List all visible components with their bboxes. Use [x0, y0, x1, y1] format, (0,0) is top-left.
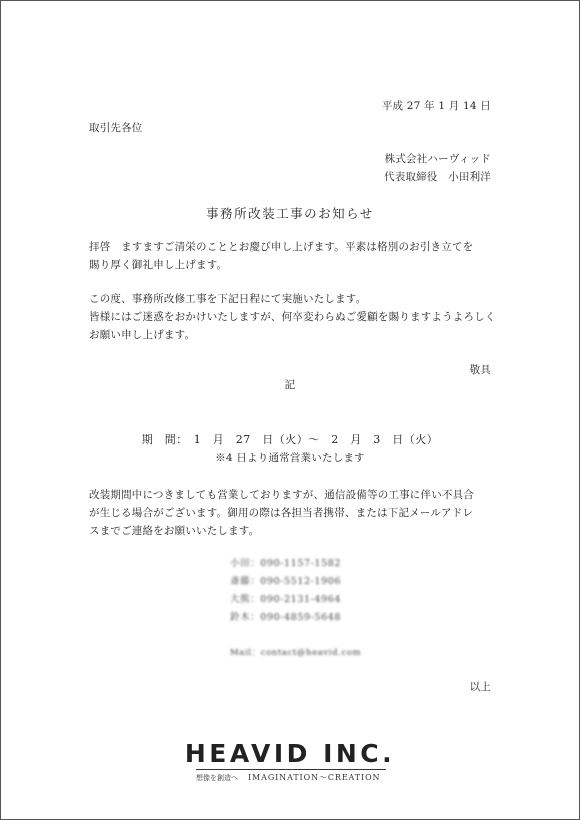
company-name: 株式会社ハーヴィッド: [384, 153, 491, 165]
contact-phone: 鈴木：090-4859-5648: [230, 612, 342, 623]
notice-line: お願い申し上げます。: [89, 329, 196, 341]
construction-period: 期 間： 1 月 27 日（火）～ 2 月 3 日（火）: [141, 433, 439, 446]
company-logo: HEAVID INC.: [184, 739, 396, 768]
contact-phone: 大熊：090-2131-4964: [230, 594, 342, 605]
logo-tagline-en: IMAGINATION～CREATION: [248, 773, 381, 782]
logo-tagline-jp: 想像を創造へ: [196, 774, 238, 782]
detail-line: が生じる場合がございます。御用の際は各担当者携帯、または下記メールアドレ: [89, 507, 474, 519]
contact-mail: Mail：contact@heavid.com: [230, 648, 362, 658]
closing-word: 敬具: [469, 364, 491, 376]
contact-phone: 小田：090-1157-1582: [230, 558, 342, 569]
representative: 代表取締役 小田利洋: [384, 171, 491, 183]
ki-mark: 記: [284, 379, 296, 391]
end-word: 以上: [469, 681, 491, 693]
detail-line: 改装期間中につきましても営業しておりますが、通信設備等の工事に伴い不具合: [89, 489, 474, 501]
detail-line: スまでご連絡をお願いいたします。: [89, 525, 260, 537]
notice-line: この度、事務所改修工事を下記日程にて実施いたします。: [89, 293, 367, 305]
greeting-line: 賜り厚く御礼申し上げます。: [89, 259, 228, 271]
letter-date: 平成 27 年 1 月 14 日: [381, 100, 491, 112]
recipient: 取引先各位: [89, 122, 143, 134]
logo-tagline: [196, 772, 386, 783]
logo-divider: [196, 769, 386, 770]
greeting-line: 拝啓 ますますご清栄のこととお慶び申し上げます。平素は格別のお引き立てを: [89, 241, 474, 253]
document-title: 事務所改装工事のお知らせ: [206, 206, 374, 221]
period-note: ※4 日より通常営業いたします: [215, 452, 365, 464]
notice-line: 皆様にはご迷惑をおかけいたしますが、何卒変わらぬご愛顧を賜りますようよろしく: [89, 311, 496, 323]
contact-phone: 斎藤：090-5512-1906: [230, 576, 342, 587]
